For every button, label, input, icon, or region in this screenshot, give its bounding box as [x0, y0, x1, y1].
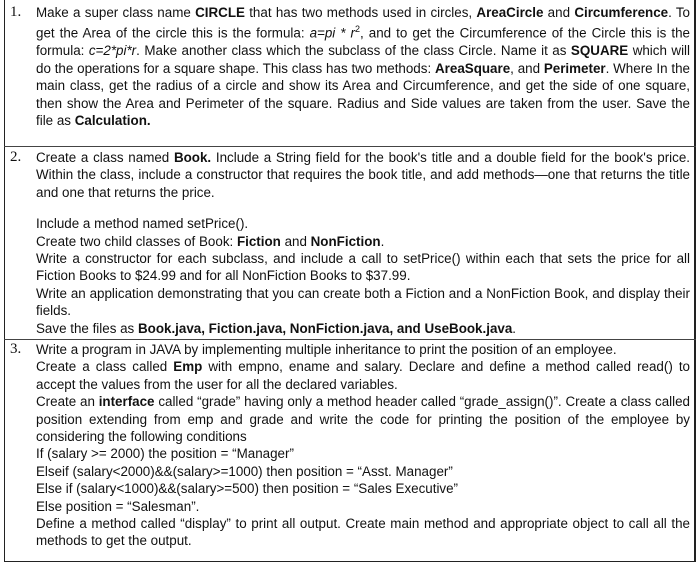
- question-divider: [4, 339, 696, 340]
- question-number: 3.: [10, 341, 22, 357]
- question-text: Make a super class name CIRCLE that has two methods used in circles, AreaCircle and Circumference. To get the Area of the circle this is the formula: $a=pi * r^2$, and to get the Circumference of the Circle this is the formula: c=2*pi*r. Make another class which the subclass of the class Circle. Name it as SQUARE which will do the operations for a square shape. This class has two methods: AreaSquare, and Perimeter. Where In the main class, get the radius of a circle and show its Area and Circumference, and get the side of one square, then show the Area and Perimeter of the square. Radius and Side values are taken from the user. Save the file as Calculation.: [36, 5, 690, 128]
- question-number: 1.: [10, 4, 22, 20]
- question-text: Create a class named Book. Include a String field for the book's title and a double field for the book's price. Within the class, include a constructor that requires the book title, and add methods—one that returns the title and one that returns the price. Include a method named setPrice(). Create two child classes of Book: Fiction and NonFiction. Write a constructor for each subclass, and include a call to setPrice() within each that sets the price for all Fiction Books to $24.99 and for all NonFiction Books to $37.99. Write an application demonstrating that you can create both a Fiction and a NonFiction Book, and display their fields. Save the files as Book.java, Fiction.java, NonFiction.java, and UseBook.java.: [36, 150, 690, 336]
- question-text: Write a program in JAVA by implementing multiple inheritance to print the position of an employee. Create a class called Emp with empno, ename and salary. Declare and define a method called read() to accept the values from the user for all the declared variables. Create an interface called “grade” having only a method header called “grade_assign()”. Create a class called position extending from emp and grade and write the code for printing the position of the employee by considering the following conditions If (salary >= 2000) the position = “Manager” Elseif (salary<2000)&&(salary>=1000) then position = “Asst. Manager” Else if (salary<1000)&&(salary>=500) then position = “Sales Executive” Else position = “Salesman”. Define a method called “display” to print all output. Create main method and appropriate object to call all the methods to get the output.: [36, 342, 690, 549]
- left-border: [4, 0, 5, 562]
- question-divider: [4, 146, 696, 147]
- right-border: [694, 0, 696, 562]
- question-2: [10, 149, 690, 337]
- question-number: 2.: [10, 149, 22, 165]
- question-3: [10, 341, 690, 550]
- question-1: [10, 4, 690, 129]
